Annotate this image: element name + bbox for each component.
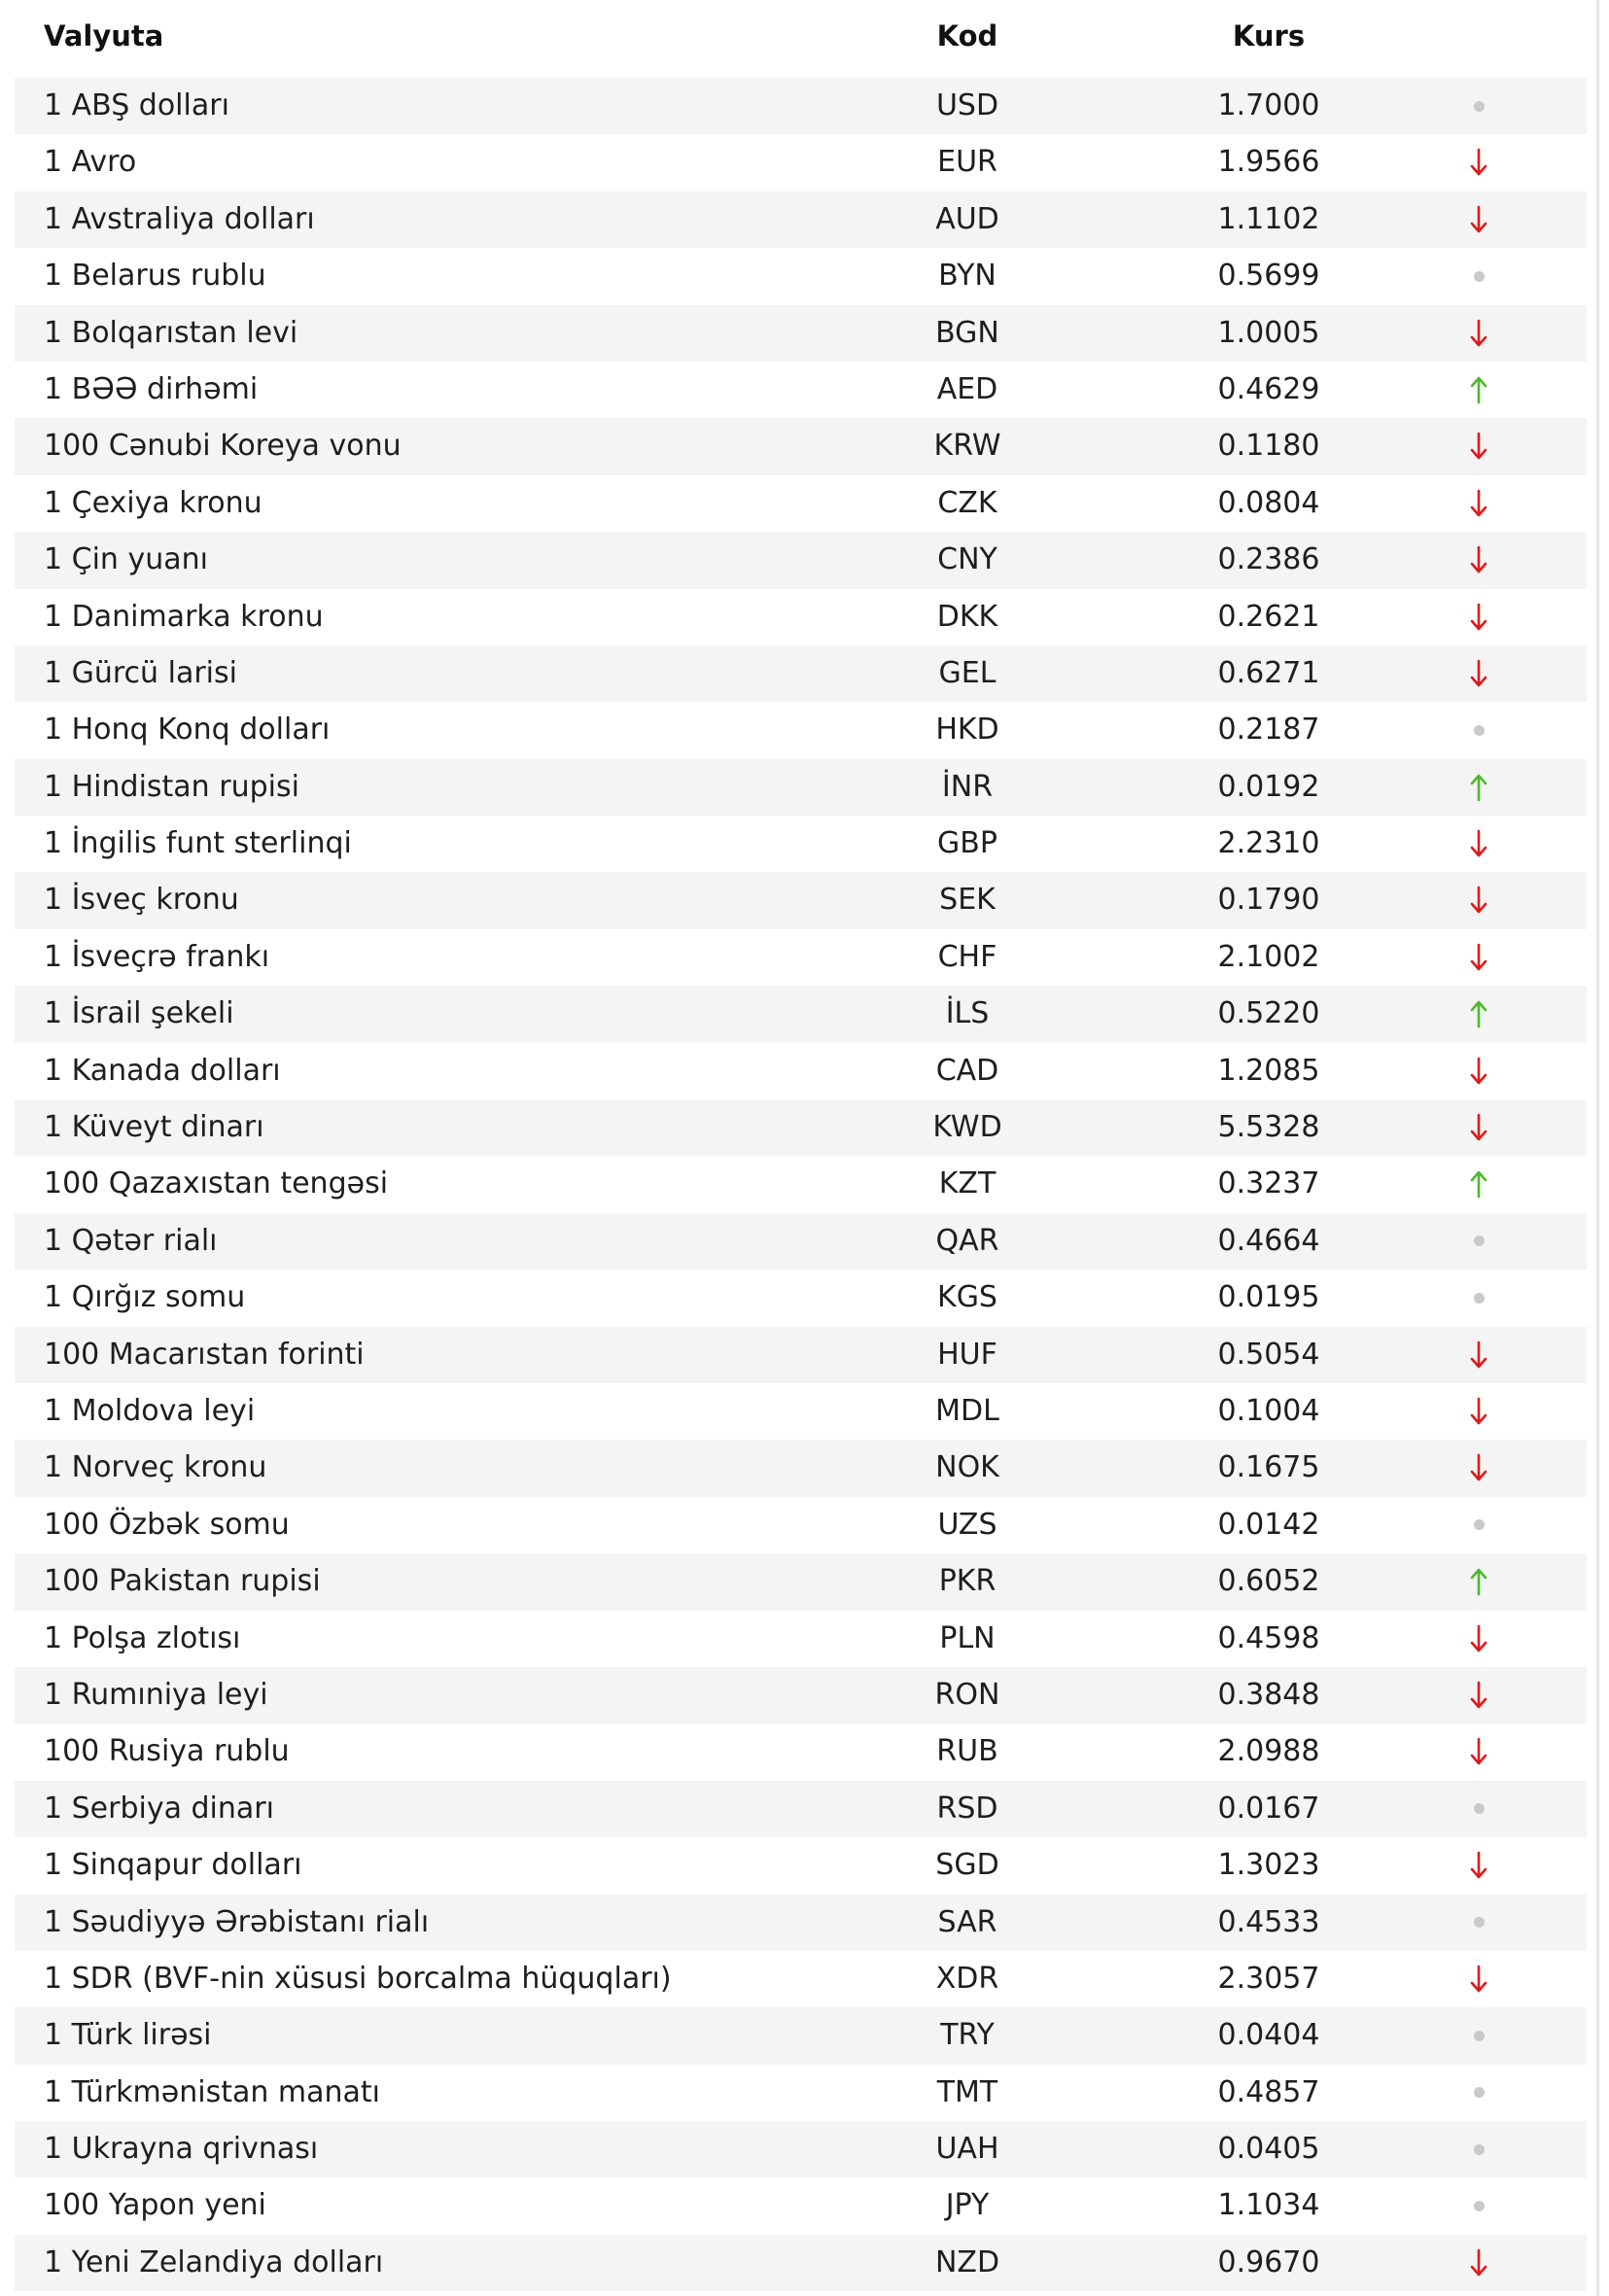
currency-code: SGD (935, 1848, 999, 1883)
currency-code: KZT (938, 1166, 997, 1201)
currency-table-body (15, 78, 1587, 2291)
table-row (15, 78, 1587, 134)
currency-rate: 0.1180 (1217, 429, 1320, 464)
currency-code: NZD (934, 2244, 1000, 2279)
currency-code: TMT (936, 2074, 998, 2109)
currency-name: 1 Serbiya dinarı (44, 1791, 274, 1826)
no-change-dot-icon (1459, 2007, 1498, 2064)
arrow-down-icon (1459, 1327, 1498, 1383)
currency-code: AED (936, 371, 998, 406)
currency-name: 1 Avro (44, 145, 137, 180)
currency-name: 100 Pakistan rupisi (44, 1564, 321, 1599)
currency-name: 100 Macarıstan forinti (44, 1337, 365, 1372)
currency-name: 1 İsveç kronu (44, 883, 239, 918)
currency-code: AUD (935, 201, 999, 236)
currency-name: 1 Ukrayna qrivnası (44, 2132, 319, 2167)
currency-code: KGS (937, 1280, 997, 1315)
currency-code: BGN (935, 315, 999, 350)
table-row (15, 1043, 1587, 1099)
currency-name: 1 Avstraliya dolları (44, 201, 315, 236)
currency-rate: 2.3057 (1217, 1961, 1320, 1996)
currency-rate: 0.4598 (1217, 1620, 1320, 1655)
no-change-dot-icon (1459, 1213, 1498, 1270)
arrow-down-icon (1459, 1043, 1498, 1099)
currency-code: SAR (937, 1904, 997, 1939)
currency-code: XDR (935, 1961, 999, 1996)
currency-code: İLS (945, 996, 990, 1031)
currency-code: CNY (937, 542, 997, 577)
table-row (15, 2065, 1587, 2121)
currency-name: 1 Çexiya kronu (44, 485, 262, 520)
currency-name: 100 Özbək somu (44, 1507, 290, 1542)
currency-rate: 0.0142 (1217, 1507, 1320, 1542)
table-row (15, 191, 1587, 248)
arrow-down-icon (1459, 1383, 1498, 1440)
no-change-dot-icon (1459, 1895, 1498, 1951)
table-row (15, 1497, 1587, 1553)
arrow-down-icon (1459, 816, 1498, 872)
currency-name: 1 Yeni Zelandiya dolları (44, 2244, 384, 2279)
currency-rate: 0.2187 (1217, 713, 1320, 748)
table-row (15, 134, 1587, 191)
currency-name: 1 Küveyt dinarı (44, 1110, 264, 1145)
currency-rate: 0.3848 (1217, 1677, 1320, 1712)
currency-rate: 0.9670 (1217, 2244, 1320, 2279)
arrow-down-icon (1459, 589, 1498, 645)
arrow-up-icon (1459, 986, 1498, 1042)
currency-name: 1 Sinqapur dolları (44, 1848, 302, 1883)
currency-code: KWD (932, 1110, 1002, 1145)
arrow-down-icon (1459, 475, 1498, 532)
currency-name: 100 Qazaxıstan tengəsi (44, 1166, 389, 1201)
currency-name: 1 Moldova leyi (44, 1393, 256, 1428)
currency-name: 1 Türk lirəsi (44, 2018, 212, 2053)
currency-code: CAD (935, 1053, 999, 1088)
currency-name: 1 Bolqarıstan levi (44, 315, 298, 350)
arrow-up-icon (1459, 759, 1498, 816)
currency-name: 1 Belarus rublu (44, 259, 266, 294)
table-row (15, 2235, 1587, 2291)
arrow-down-icon (1459, 1667, 1498, 1723)
table-row (15, 759, 1587, 816)
table-row (15, 1383, 1587, 1440)
arrow-down-icon (1459, 645, 1498, 702)
currency-rate: 0.4533 (1217, 1904, 1320, 1939)
arrow-down-icon (1459, 191, 1498, 248)
currency-rate: 2.1002 (1217, 939, 1320, 974)
arrow-down-icon (1459, 532, 1498, 588)
currency-name: 1 ABŞ dolları (44, 88, 229, 122)
currency-rate: 1.9566 (1217, 145, 1320, 180)
currency-name: 1 Qətər rialı (44, 1223, 218, 1258)
table-row (15, 1951, 1587, 2007)
arrow-down-icon (1459, 2235, 1498, 2291)
table-row (15, 986, 1587, 1042)
currency-name: 100 Rusiya rublu (44, 1734, 290, 1769)
currency-rate: 0.5699 (1217, 259, 1320, 294)
arrow-up-icon (1459, 1156, 1498, 1212)
currency-name: 100 Yapon yeni (44, 2188, 266, 2223)
table-row (15, 1723, 1587, 1780)
table-row (15, 2121, 1587, 2177)
currency-rate: 0.5220 (1217, 996, 1320, 1031)
currency-name: 1 SDR (BVF-nin xüsusi borcalma hüquqları) (44, 1961, 672, 1996)
currency-rate: 0.0195 (1217, 1280, 1320, 1315)
currency-rate: 0.0167 (1217, 1791, 1320, 1826)
currency-code: RUB (936, 1734, 998, 1769)
arrow-down-icon (1459, 929, 1498, 986)
currency-rate: 5.5328 (1217, 1110, 1320, 1145)
currency-name: 1 Türkmənistan manatı (44, 2074, 381, 2109)
no-change-dot-icon (1459, 2065, 1498, 2121)
table-row (15, 475, 1587, 532)
no-change-dot-icon (1459, 1497, 1498, 1553)
currency-rate: 0.0804 (1217, 485, 1320, 520)
currency-rate: 0.0404 (1217, 2018, 1320, 2053)
currency-name: 1 Rumıniya leyi (44, 1677, 268, 1712)
currency-rate: 0.4664 (1217, 1223, 1320, 1258)
currency-code: SEK (939, 883, 996, 918)
table-row (15, 1667, 1587, 1723)
no-change-dot-icon (1459, 1781, 1498, 1837)
currency-code: CHF (937, 939, 997, 974)
currency-name: 1 Danimarka kronu (44, 599, 324, 634)
no-change-dot-icon (1459, 78, 1498, 134)
currency-code: HUF (937, 1337, 997, 1372)
currency-code: EUR (937, 145, 997, 180)
currency-code: TRY (940, 2018, 995, 2053)
currency-name: 1 İsveçrə frankı (44, 939, 270, 974)
currency-code: QAR (935, 1223, 999, 1258)
table-row (15, 589, 1587, 645)
table-row (15, 1895, 1587, 1951)
table-row (15, 816, 1587, 872)
arrow-down-icon (1459, 1723, 1498, 1780)
currency-code: GEL (938, 655, 997, 690)
currency-name: 1 Səudiyyə Ərəbistanı rialı (44, 1904, 430, 1939)
currency-rate: 0.2621 (1217, 599, 1320, 634)
currency-code: CZK (937, 485, 997, 520)
currency-name: 1 BƏƏ dirhəmi (44, 371, 259, 406)
currency-code: DKK (936, 599, 998, 634)
currency-rate: 1.1102 (1217, 201, 1320, 236)
currency-rate: 0.3237 (1217, 1166, 1320, 1201)
arrow-down-icon (1459, 1440, 1498, 1496)
no-change-dot-icon (1459, 1270, 1498, 1326)
no-change-dot-icon (1459, 702, 1498, 758)
table-row (15, 1270, 1587, 1326)
currency-rate: 0.4629 (1217, 371, 1320, 406)
table-row (15, 1099, 1587, 1156)
arrow-down-icon (1459, 418, 1498, 474)
currency-code: USD (935, 88, 999, 122)
currency-code: RON (934, 1677, 1000, 1712)
currency-rate: 1.0005 (1217, 315, 1320, 350)
table-row (15, 1213, 1587, 1270)
table-row (15, 305, 1587, 362)
table-row (15, 929, 1587, 986)
currency-code: NOK (935, 1450, 999, 1485)
arrow-down-icon (1459, 134, 1498, 191)
table-row (15, 645, 1587, 702)
currency-name: 1 Hindistan rupisi (44, 769, 299, 804)
arrow-down-icon (1459, 305, 1498, 362)
table-row (15, 702, 1587, 758)
table-row (15, 1837, 1587, 1894)
currency-rate: 0.0192 (1217, 769, 1320, 804)
currency-rate: 0.1790 (1217, 883, 1320, 918)
currency-name: 1 Norveç kronu (44, 1450, 267, 1485)
currency-name: 1 Honq Konq dolları (44, 713, 331, 748)
no-change-dot-icon (1459, 2121, 1498, 2177)
currency-rate: 1.3023 (1217, 1848, 1320, 1883)
currency-code: UAH (935, 2132, 999, 2167)
table-header (15, 0, 1587, 78)
arrow-up-icon (1459, 1553, 1498, 1610)
table-row (15, 248, 1587, 304)
table-row (15, 1327, 1587, 1383)
table-row (15, 1440, 1587, 1496)
table-row (15, 2007, 1587, 2064)
currency-name: 1 Gürcü larisi (44, 655, 237, 690)
currency-name: 1 İsrail şekeli (44, 996, 234, 1031)
currency-code: MDL (935, 1393, 999, 1428)
currency-name: 100 Cənubi Koreya vonu (44, 429, 402, 464)
currency-name: 1 İngilis funt sterlinqi (44, 826, 352, 861)
table-row (15, 1781, 1587, 1837)
header-code: Kod (936, 19, 998, 52)
arrow-down-icon (1459, 1611, 1498, 1667)
arrow-down-icon (1459, 1099, 1498, 1156)
header-currency: Valyuta (44, 19, 164, 52)
currency-code: RSD (936, 1791, 998, 1826)
table-row (15, 532, 1587, 588)
currency-code: HKD (935, 713, 999, 748)
table-row (15, 2177, 1587, 2234)
table-row (15, 418, 1587, 474)
table-row (15, 362, 1587, 418)
table-row (15, 1553, 1587, 1610)
arrow-down-icon (1459, 1951, 1498, 2007)
currency-rate: 0.1675 (1217, 1450, 1320, 1485)
currency-name: 1 Qırğız somu (44, 1280, 246, 1315)
currency-code: İNR (941, 769, 994, 804)
currency-rate: 2.2310 (1217, 826, 1320, 861)
currency-rate: 0.6271 (1217, 655, 1320, 690)
arrow-down-icon (1459, 872, 1498, 928)
currency-rate: 0.6052 (1217, 1564, 1320, 1599)
currency-rate: 0.0405 (1217, 2132, 1320, 2167)
currency-name: 1 Polşa zlotısı (44, 1620, 241, 1655)
currency-rate: 0.1004 (1217, 1393, 1320, 1428)
currency-rate: 1.7000 (1217, 88, 1320, 122)
currency-rate: 1.1034 (1217, 2188, 1320, 2223)
currency-name: 1 Çin yuanı (44, 542, 208, 577)
currency-code: PLN (939, 1620, 996, 1655)
currency-code: PKR (938, 1564, 997, 1599)
currency-rate: 2.0988 (1217, 1734, 1320, 1769)
table-row (15, 1611, 1587, 1667)
header-rate: Kurs (1232, 19, 1306, 52)
currency-code: GBP (937, 826, 997, 861)
currency-rate: 0.2386 (1217, 542, 1320, 577)
no-change-dot-icon (1459, 248, 1498, 304)
arrow-up-icon (1459, 362, 1498, 418)
table-row (15, 872, 1587, 928)
currency-name: 1 Kanada dolları (44, 1053, 281, 1088)
currency-rate: 1.2085 (1217, 1053, 1320, 1088)
currency-code: KRW (933, 429, 1001, 464)
currency-code: BYN (938, 259, 997, 294)
currency-rate: 0.5054 (1217, 1337, 1320, 1372)
currency-rate: 0.4857 (1217, 2074, 1320, 2109)
arrow-down-icon (1459, 1837, 1498, 1894)
currency-code: JPY (945, 2188, 990, 2223)
no-change-dot-icon (1459, 2177, 1498, 2234)
currency-code: UZS (937, 1507, 997, 1542)
table-row (15, 1156, 1587, 1212)
